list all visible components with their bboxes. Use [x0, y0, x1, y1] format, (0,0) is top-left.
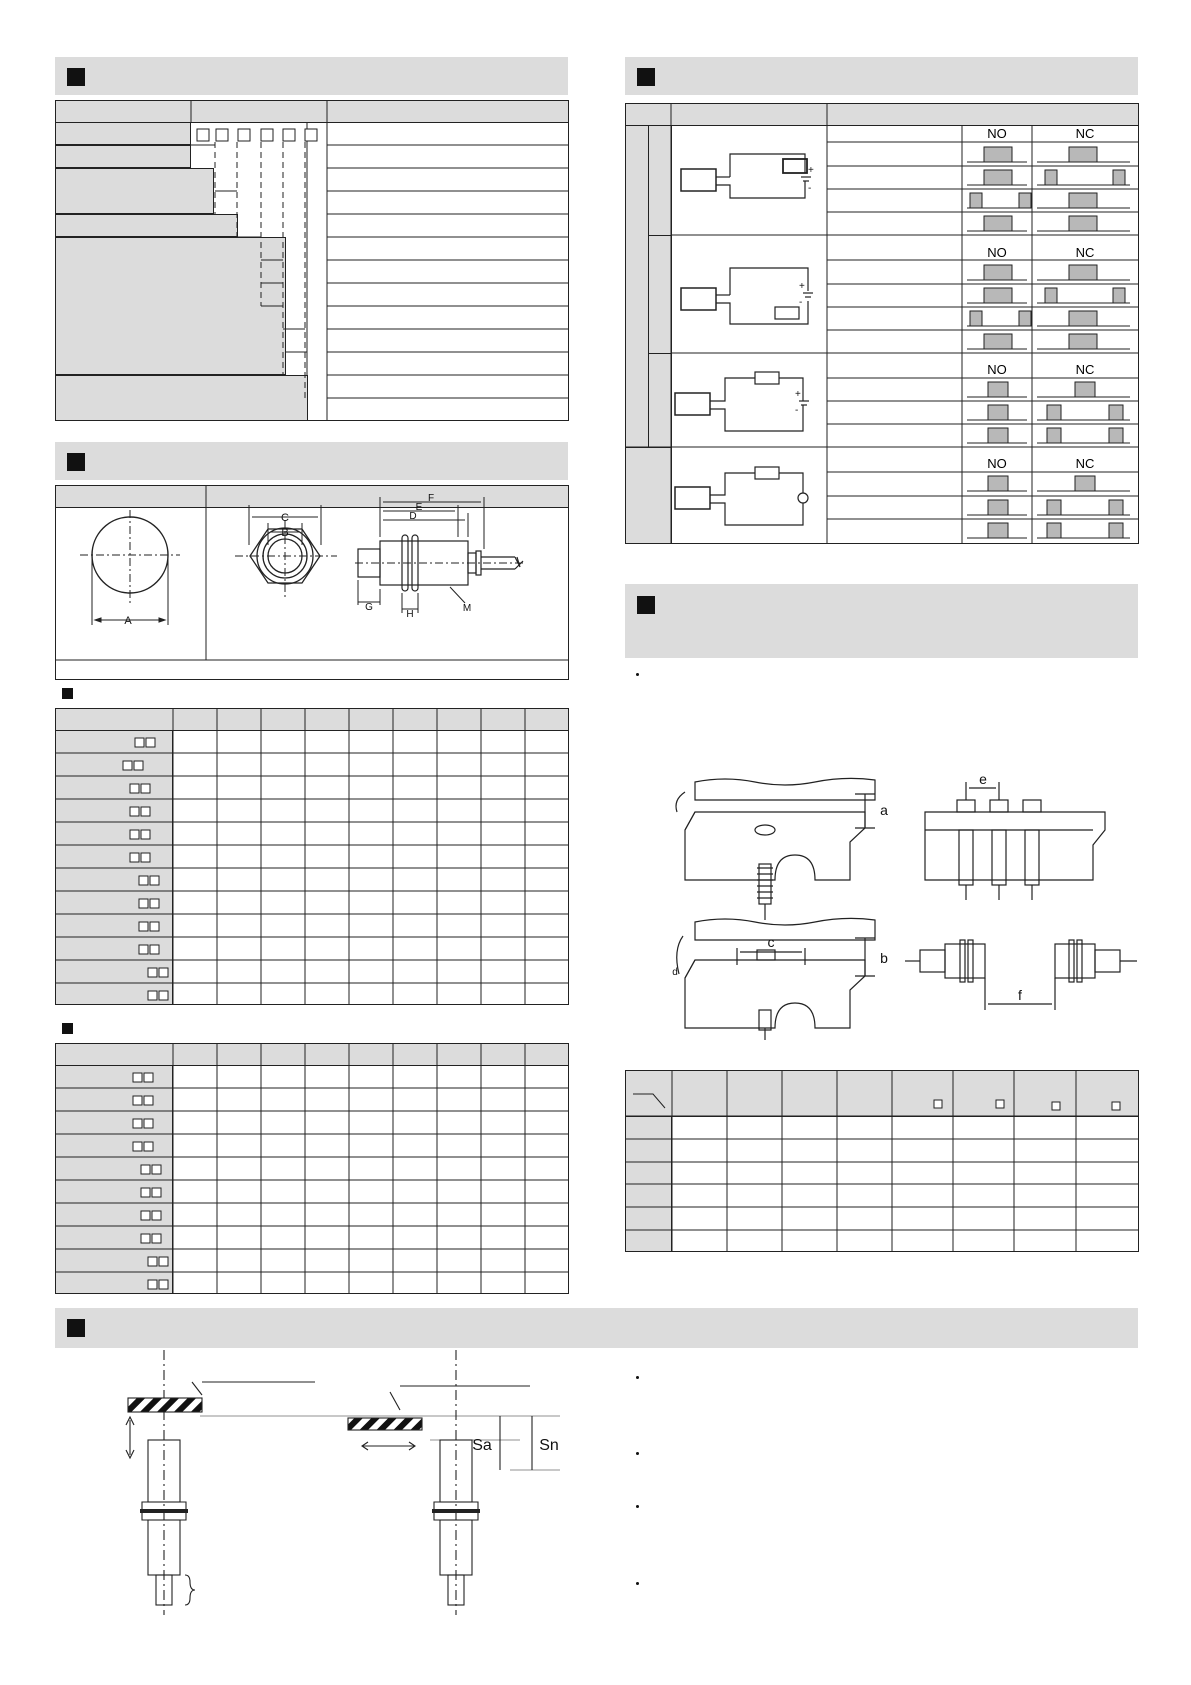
section-marker-icon — [67, 453, 85, 471]
section-marker-icon — [637, 68, 655, 86]
mount-label-e: e — [979, 771, 987, 787]
sub-marker-icon — [62, 688, 73, 699]
nc-label: NC — [1075, 126, 1095, 141]
section-header-installation — [625, 584, 1138, 658]
bullet — [636, 1376, 639, 1379]
mount-label-c: c — [767, 934, 775, 950]
dim-label-h: H — [406, 609, 414, 620]
mount-label-d: d — [672, 967, 678, 978]
order-code-table — [55, 100, 570, 422]
wiring-output-table — [625, 103, 1140, 545]
dim-label-a: A — [124, 615, 132, 627]
svg-text:+: + — [808, 165, 814, 176]
mounting-diagrams — [665, 770, 1145, 1040]
label-sn: Sn — [539, 1437, 559, 1454]
sub-marker-icon — [62, 1023, 73, 1034]
svg-text:+: + — [795, 389, 801, 400]
no-label: NO — [987, 362, 1007, 377]
mount-label-b: b — [880, 950, 888, 966]
bullet — [636, 673, 639, 676]
mount-label-a: a — [880, 802, 888, 818]
mounting-distance-table — [625, 1070, 1140, 1254]
dim-label-c: C — [281, 512, 289, 524]
section-marker-icon — [637, 596, 655, 614]
mount-label-f: f — [1018, 987, 1022, 1003]
svg-text:-: - — [795, 405, 799, 416]
dim-label-f: F — [427, 493, 435, 504]
label-sa: Sa — [472, 1437, 492, 1454]
no-label: NO — [987, 126, 1007, 141]
no-label: NO — [987, 245, 1007, 260]
nc-label: NC — [1075, 456, 1095, 471]
bullet — [636, 1505, 639, 1508]
dimension-drawing — [55, 485, 570, 681]
section-marker-icon — [67, 68, 85, 86]
detection-diagram — [100, 1350, 580, 1620]
section-header-order-code — [55, 57, 568, 95]
spec-table-2 — [55, 1043, 570, 1295]
bullet — [636, 1452, 639, 1455]
spec-table-1 — [55, 708, 570, 1006]
section-header-dimensions — [55, 442, 568, 480]
no-label: NO — [987, 456, 1007, 471]
svg-text:+: + — [799, 281, 805, 292]
section-header-detection — [55, 1308, 1138, 1348]
nc-label: NC — [1075, 245, 1095, 260]
dim-label-g: G — [365, 602, 373, 613]
bullet — [636, 1582, 639, 1585]
dim-label-d: D — [409, 511, 417, 522]
dim-label-m: M — [462, 603, 472, 614]
nc-label: NC — [1075, 362, 1095, 377]
dim-label-b: B — [281, 527, 289, 539]
section-header-wiring — [625, 57, 1138, 95]
section-marker-icon — [67, 1319, 85, 1337]
dim-label-e: E — [415, 502, 423, 513]
svg-text:-: - — [808, 183, 812, 194]
svg-text:-: - — [799, 297, 803, 308]
